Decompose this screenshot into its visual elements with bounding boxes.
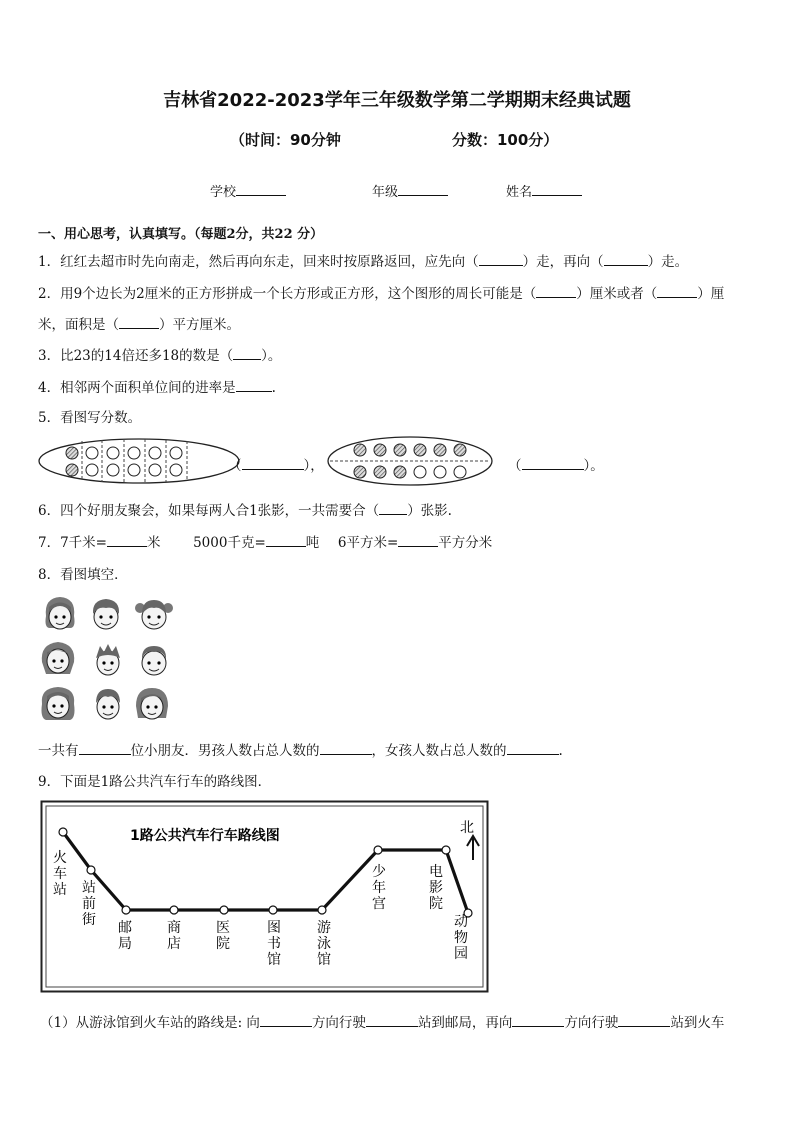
answer-blank[interactable] <box>260 1014 312 1027</box>
fraction-figure-left <box>39 439 239 483</box>
station-label: 商店 <box>167 920 181 952</box>
boy-face-icon <box>86 594 126 634</box>
question-2: 2．用9个边长为2厘米的正方形拼成一个长方形或正方形，这个图形的周长可能是（ ）厘米或者（ ）厘 <box>38 286 725 302</box>
fraction-answer-left: （ ）， <box>228 458 324 474</box>
girl-face-icon <box>132 684 172 724</box>
question-5: 5．看图写分数。 <box>38 410 142 426</box>
answer-blank[interactable] <box>522 457 584 470</box>
fraction-figure-right <box>328 437 492 485</box>
question-7: 7．7千米= 米 5000千克= 吨 6平方米= 平方分米 <box>38 535 493 551</box>
exam-score: 分数：100分） <box>452 131 559 149</box>
answer-blank[interactable] <box>604 253 648 266</box>
grade-field[interactable]: 年级 <box>372 181 448 200</box>
bus-route-map <box>40 800 490 994</box>
girl-face-icon <box>40 594 80 634</box>
fraction-answer-right: （ ）。 <box>508 458 604 474</box>
answer-blank[interactable] <box>536 285 576 298</box>
answer-blank[interactable] <box>379 502 407 515</box>
answer-blank[interactable] <box>242 457 304 470</box>
boy-face-icon <box>88 684 128 724</box>
answer-blank[interactable] <box>657 285 697 298</box>
question-6: 6．四个好朋友聚会，如果每两人合1张影，一共需要合（ ）张影. <box>38 503 452 519</box>
answer-blank[interactable] <box>233 347 261 360</box>
school-field[interactable]: 学校 <box>210 181 286 200</box>
station-label: 少年宫 <box>372 864 386 912</box>
girl-face-icon <box>38 684 78 724</box>
boy-face-icon <box>134 640 174 680</box>
station-label: 游泳馆 <box>317 920 331 968</box>
answer-blank[interactable] <box>479 253 523 266</box>
section-heading: 一、用心思考，认真填写。（每题2分，共22 分） <box>38 227 324 242</box>
answer-blank[interactable] <box>119 316 159 329</box>
answer-blank[interactable] <box>236 379 272 392</box>
boy-face-icon <box>88 640 128 680</box>
station-label: 站前街 <box>82 880 96 928</box>
station-label: 电影院 <box>429 864 443 912</box>
answer-blank[interactable] <box>398 534 438 547</box>
question-2-cont: 米，面积是（ ）平方厘米。 <box>38 317 240 333</box>
station-label: 图书馆 <box>267 920 281 968</box>
answer-blank[interactable] <box>507 742 559 755</box>
answer-blank[interactable] <box>107 534 147 547</box>
answer-blank[interactable] <box>618 1014 670 1027</box>
north-label: 北 <box>460 820 474 836</box>
answer-blank[interactable] <box>512 1014 564 1027</box>
station-label: 医院 <box>216 920 230 952</box>
answer-blank[interactable] <box>266 534 306 547</box>
answer-blank[interactable] <box>366 1014 418 1027</box>
question-9-1: （1）从游泳馆到火车站的路线是: 向 方向行驶 站到邮局，再向 方向行驶 站到火车 <box>40 1015 725 1031</box>
question-3: 3．比23的14倍还多18的数是（ ）。 <box>38 348 282 364</box>
girl-face-icon <box>134 594 174 634</box>
question-1: 1．红红去超市时先向南走，然后再向东走，回来时按原路返回，应先向（ ）走，再向（ ）走。 <box>38 254 689 270</box>
station-label: 火车站 <box>53 850 67 898</box>
question-9: 9．下面是1路公共汽车行车的路线图． <box>38 774 272 790</box>
station-label: 邮局 <box>118 920 132 952</box>
exam-time: （时间：90分钟 <box>230 131 341 149</box>
page-title: 吉林省2022-2023学年三年级数学第二学期期末经典试题 <box>163 90 631 111</box>
question-8: 8．看图填空． <box>38 567 128 583</box>
question-4: 4．相邻两个面积单位间的进率是 . <box>38 380 276 396</box>
girl-face-icon <box>38 638 78 678</box>
station-label: 动物园 <box>454 914 468 962</box>
question-8-answers: 一共有 位小朋友．男孩人数占总人数的 ，女孩人数占总人数的 . <box>38 743 563 759</box>
map-title: 1路公共汽车行车路线图 <box>130 828 280 844</box>
answer-blank[interactable] <box>320 742 372 755</box>
answer-blank[interactable] <box>79 742 131 755</box>
name-field[interactable]: 姓名 <box>506 181 582 200</box>
